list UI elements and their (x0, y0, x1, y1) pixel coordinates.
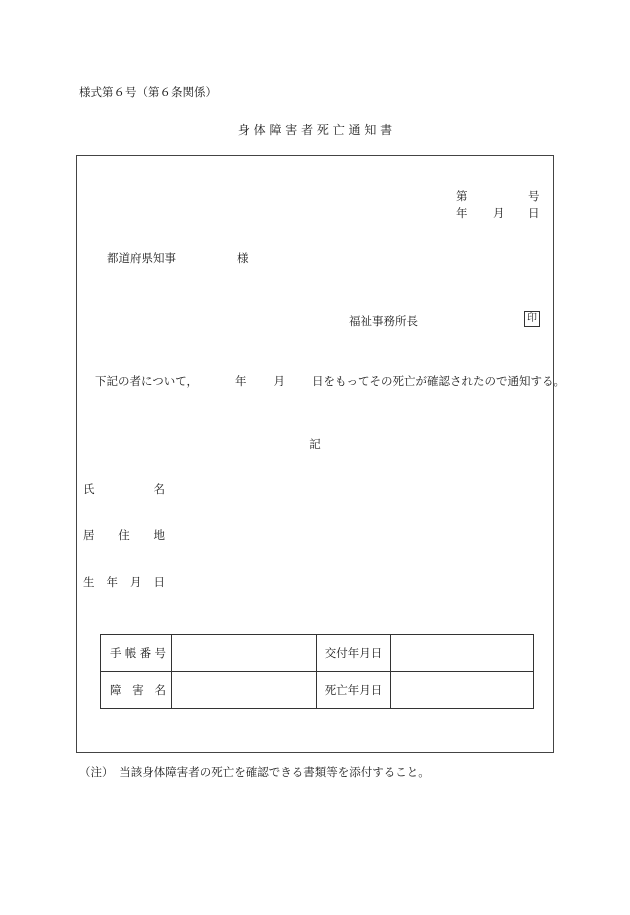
document-number-suffix: 号 (528, 189, 540, 203)
handbook-label-char: 番 (139, 646, 152, 660)
address-field-label (83, 527, 165, 543)
death-date-cell[interactable] (391, 672, 534, 709)
disability-label-char: 害 (132, 683, 144, 697)
document-title: 身 体 障 害 者 死 亡 通 知 書 (237, 123, 393, 137)
body-year-label: 年 (235, 374, 247, 388)
address-label-char: 地 (153, 528, 165, 542)
issue-month-label: 月 (493, 206, 505, 220)
dob-label-char: 年 (106, 575, 118, 589)
info-table (100, 634, 534, 709)
issue-day-label: 日 (528, 206, 540, 220)
disability-label-char: 名 (154, 683, 166, 697)
ki-heading: 記 (309, 437, 321, 451)
name-field-label (83, 481, 165, 497)
notification-body (95, 373, 565, 389)
table-row (101, 672, 534, 709)
body-part2: 日をもってその死亡が確認されたので通知する。 (312, 374, 566, 388)
issue-year-label: 年 (456, 206, 468, 220)
table-row (101, 635, 534, 672)
death-date-label: 死亡年月日 (317, 672, 391, 709)
document-number-prefix: 第 (456, 189, 468, 203)
handbook-number-label (101, 635, 172, 672)
disability-cell[interactable] (172, 672, 317, 709)
dob-field-label (83, 574, 165, 590)
dob-label-char: 月 (130, 575, 142, 589)
name-label-char: 名 (153, 482, 165, 496)
name-label-char: 氏 (83, 482, 95, 496)
addressee-honorific: 様 (237, 251, 249, 265)
issue-date-cell[interactable] (391, 635, 534, 672)
handbook-number-cell[interactable] (172, 635, 317, 672)
address-label-char: 住 (118, 528, 130, 542)
form-number-label: 様式第６号（第６条関係） (79, 85, 217, 99)
disability-label (101, 672, 172, 709)
handbook-label-char: 帳 (124, 646, 137, 660)
body-month-label: 月 (273, 374, 286, 388)
handbook-label-char: 手 (110, 646, 122, 660)
footnote: （注） 当該身体障害者の死亡を確認できる書類等を添付すること。 (79, 765, 430, 779)
sender-name: 福祉事務所長 (349, 314, 418, 328)
handbook-label-char: 号 (154, 646, 166, 660)
issue-date-label: 交付年月日 (317, 635, 391, 672)
address-label-char: 居 (83, 528, 95, 542)
dob-label-char: 日 (153, 575, 165, 589)
disability-label-char: 障 (110, 683, 122, 697)
addressee-name: 都道府県知事 (107, 251, 176, 265)
seal-mark: 印 (524, 311, 540, 327)
body-part1: 下記の者について， (95, 374, 199, 388)
dob-label-char: 生 (83, 575, 95, 589)
